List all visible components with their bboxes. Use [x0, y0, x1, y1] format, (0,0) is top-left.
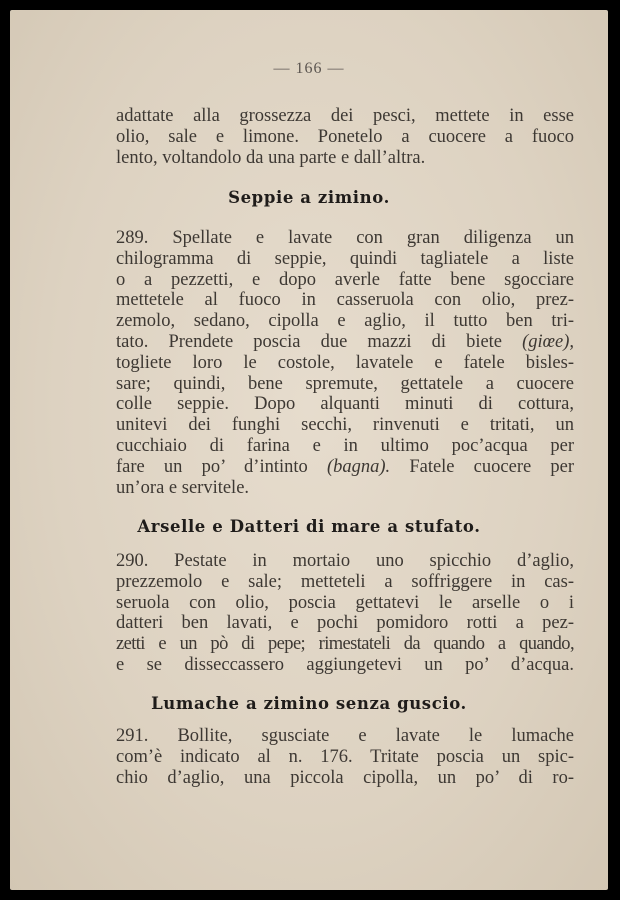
text-line: com’è indicato al n. 176. Tritate poscia un spic-	[116, 746, 574, 767]
italic-term: (bagna).	[326, 456, 391, 477]
page-number: — 166 —	[273, 60, 345, 77]
recipe-paragraph-290	[116, 551, 574, 676]
text-line: chilogramma di seppie, quindi tagliatele a liste	[116, 248, 574, 269]
text-line-with-italic	[116, 332, 574, 353]
section-heading-lumache: Lumache a zimino senza guscio.	[151, 694, 467, 713]
text-line: zemolo, sedano, cipolla e aglio, il tutto ben tri-	[116, 311, 574, 332]
text-line: mettetele al fuoco in casseruola con olio, prez-	[116, 290, 574, 311]
text-line: unitevi dei funghi secchi, rinvenuti e tritati, un	[116, 415, 574, 436]
italic-term: (giœe),	[522, 331, 574, 352]
text-line: cucchiaio di farina e in ultimo poc’acqua per	[116, 435, 574, 456]
intro-paragraph	[116, 106, 574, 168]
text-line: datteri ben lavati, e pochi pomidoro rotti a pez-	[116, 613, 574, 634]
text-line: 289. Spellate e lavate con gran diligenza un	[116, 228, 574, 248]
recipe-paragraph-291	[116, 726, 574, 788]
text-segment: Fatele cuocere per	[409, 456, 574, 477]
text-line: chio d’aglio, una piccola cipolla, un po’ di ro-	[116, 767, 574, 788]
book-page	[10, 10, 608, 890]
text-line: prezzemolo e sale; metteteli a soffriggere in cas-	[116, 571, 574, 592]
text-line: olio, sale e limone. Ponetelo a cuocere a fuoco	[116, 126, 574, 147]
section-heading-arselle: Arselle e Datteri di mare a stufato.	[137, 517, 481, 536]
section-heading-seppie: Seppie a zimino.	[228, 188, 390, 207]
text-line: un’ora e servitele.	[116, 477, 250, 498]
text-line: 291. Bollite, sgusciate e lavate le lumache	[116, 726, 574, 746]
recipe-paragraph-289	[116, 228, 574, 498]
text-line-with-italic	[116, 457, 574, 478]
text-line: e se disseccassero aggiungetevi un po’ d’acqua.	[116, 654, 574, 675]
text-line: 290. Pestate in mortaio uno spicchio d’aglio,	[116, 551, 574, 571]
text-line: zetti e un pò di pepe; rimestateli da quando a quando,	[116, 634, 574, 655]
text-line: lento, voltandolo da una parte e dall’altra.	[116, 147, 426, 168]
text-line: seruola con olio, poscia gettatevi le arselle o i	[116, 592, 574, 613]
text-line: adattate alla grossezza dei pesci, mettete in esse	[116, 106, 574, 126]
text-line: colle seppie. Dopo alquanti minuti di cottura,	[116, 394, 574, 415]
text-segment: fare un po’ d’intinto	[116, 456, 308, 477]
text-line: togliete loro le costole, lavatele e fatele bisles-	[116, 352, 574, 373]
text-segment: tato. Prendete poscia due mazzi di biete	[116, 331, 503, 352]
text-line: o a pezzetti, e dopo averle fatte bene sgocciare	[116, 269, 574, 290]
text-line: sare; quindi, bene spremute, gettatele a cuocere	[116, 373, 574, 394]
